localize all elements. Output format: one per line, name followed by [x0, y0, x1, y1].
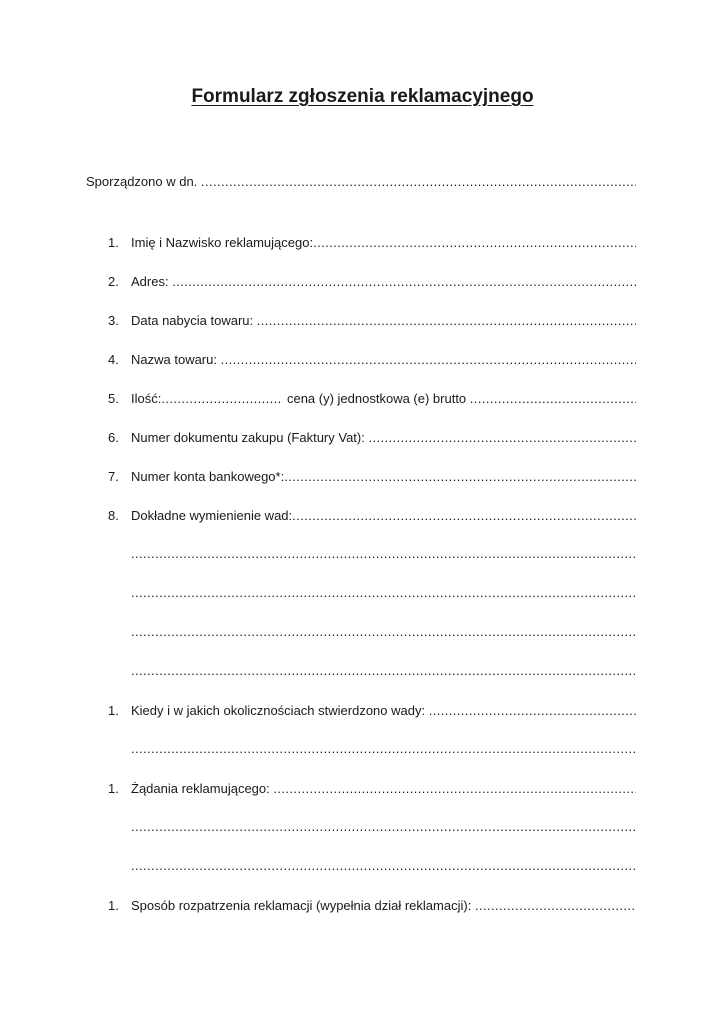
item-label: Sposób rozpatrzenia reklamacji (wypełnia dział reklamacji):	[131, 898, 472, 913]
date-fill-line[interactable]	[201, 174, 636, 189]
item-number: 3.	[108, 313, 119, 328]
item-label: Żądania reklamującego:	[131, 781, 270, 796]
item-row	[108, 898, 636, 916]
unit-price-fill-line[interactable]	[470, 391, 636, 406]
bank-account-fill-line[interactable]	[284, 469, 636, 484]
item-number: 1.	[108, 703, 119, 718]
demands-fill-line[interactable]	[273, 781, 636, 796]
continuation-row	[131, 741, 636, 759]
item-row	[108, 391, 636, 409]
continuation-row	[131, 585, 636, 603]
item-number: 8.	[108, 508, 119, 523]
item-label: Nazwa towaru:	[131, 352, 217, 367]
invoice-number-fill-line[interactable]	[368, 430, 636, 445]
item-row	[108, 235, 636, 253]
form-title: Formularz zgłoszenia reklamacyjnego	[191, 86, 534, 107]
purchase-date-fill-line[interactable]	[257, 313, 636, 328]
item-row	[108, 313, 636, 331]
item-row	[108, 703, 636, 721]
continuation-row	[131, 858, 636, 876]
demands-fill-line[interactable]	[131, 819, 636, 834]
address-fill-line[interactable]	[172, 274, 636, 289]
item-number: 1.	[108, 235, 119, 250]
continuation-row	[131, 546, 636, 564]
item-number: 6.	[108, 430, 119, 445]
item-number: 1.	[108, 781, 119, 796]
item-label: Data nabycia towaru:	[131, 313, 254, 328]
defects-fill-line[interactable]	[131, 546, 636, 561]
product-name-fill-line[interactable]	[221, 352, 636, 367]
defects-fill-line[interactable]	[131, 585, 636, 600]
continuation-row	[131, 663, 636, 681]
date-label: Sporządzono w dn.	[86, 174, 198, 189]
continuation-row	[131, 624, 636, 642]
quantity-fill-line[interactable]	[161, 391, 283, 406]
item-row	[108, 430, 636, 448]
item-row	[108, 781, 636, 799]
name-fill-line[interactable]	[313, 235, 636, 250]
date-row	[86, 174, 636, 192]
defects-fill-line[interactable]	[131, 624, 636, 639]
item-label: Numer dokumentu zakupu (Faktury Vat):	[131, 430, 365, 445]
item-row	[108, 508, 636, 526]
circumstances-fill-line[interactable]	[131, 741, 636, 756]
defects-fill-line[interactable]	[131, 663, 636, 678]
item-number: 2.	[108, 274, 119, 289]
circumstances-fill-line[interactable]	[429, 703, 636, 718]
item-label: cena (y) jednostkowa (e) brutto	[286, 391, 467, 406]
demands-fill-line[interactable]	[131, 858, 636, 873]
item-row	[108, 352, 636, 370]
item-number: 4.	[108, 352, 119, 367]
item-label: Dokładne wymienienie wad:	[131, 508, 293, 523]
resolution-fill-line[interactable]	[475, 898, 636, 913]
item-label: Adres:	[131, 274, 169, 289]
item-label: Numer konta bankowego*:	[131, 469, 285, 484]
defects-fill-line[interactable]	[292, 508, 636, 523]
continuation-row	[131, 819, 636, 837]
item-number: 1.	[108, 898, 119, 913]
item-row	[108, 274, 636, 292]
item-label: Kiedy i w jakich okolicznościach stwierdzono wady:	[131, 703, 426, 718]
item-number: 7.	[108, 469, 119, 484]
item-label: Imię i Nazwisko reklamującego:	[131, 235, 314, 250]
item-number: 5.	[108, 391, 119, 406]
item-row	[108, 469, 636, 487]
item-label: Ilość:	[131, 391, 162, 406]
